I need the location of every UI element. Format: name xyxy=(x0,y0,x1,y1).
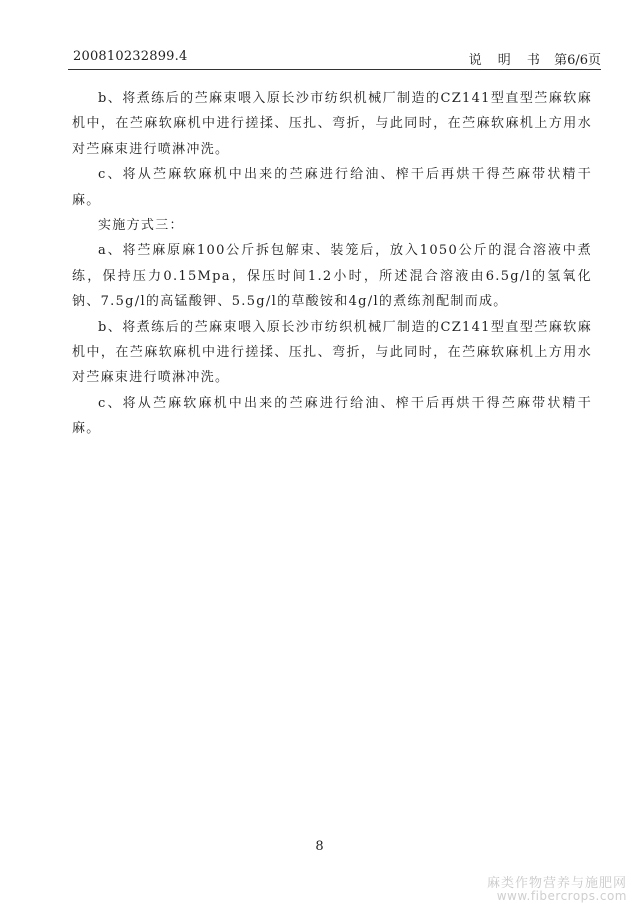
page-number: 8 xyxy=(315,839,324,854)
header-right-group xyxy=(469,49,601,68)
paragraph-b-2: b、将煮练后的苎麻束喂入原长沙市纺织机械厂制造的CZ141型直型苎麻软麻机中，在苎麻软麻机中进行搓揉、压扎、弯折，与此同时，在苎麻软麻机上方用水对苎麻束进行喷淋冲洗。 xyxy=(72,319,592,386)
page-label: 第6/6页 xyxy=(554,53,601,68)
paragraph-c-2: c、将从苎麻软麻机中出来的苎麻进行给油、榨干后再烘干得苎麻带状精干麻。 xyxy=(72,395,592,437)
body-text xyxy=(72,86,592,442)
paragraph-b-1: b、将煮练后的苎麻束喂入原长沙市纺织机械厂制造的CZ141型直型苎麻软麻机中，在苎麻软麻机中进行搓揉、压扎、弯折，与此同时，在苎麻软麻机上方用水对苎麻束进行喷淋冲洗。 xyxy=(72,91,592,157)
watermark-site-name: 麻类作物营养与施肥网 xyxy=(486,876,627,891)
header-divider xyxy=(68,69,601,70)
document-type-label: 说 明 书 xyxy=(468,53,546,68)
watermark-site-url: www.fibercrops.com xyxy=(496,889,627,903)
paragraph-a-2: a、将苎麻原麻100公斤拆包解束、装笼后，放入1050公斤的混合溶液中煮练，保持压力0.15Mpa，保压时间1.2小时，所述混合溶液由6.5g/l的氢氧化钠、7.5g/l的高锰酸钾、5.5g/l的草酸铵和4g/l的煮练剂配制而成。 xyxy=(72,243,592,310)
application-number: 200810232899.4 xyxy=(73,49,188,64)
paragraph-c-1: c、将从苎麻软麻机中出来的苎麻进行给油、榨干后再烘干得苎麻带状精干麻。 xyxy=(72,167,592,208)
section-heading-embodiment-3: 实施方式三： xyxy=(98,218,184,234)
